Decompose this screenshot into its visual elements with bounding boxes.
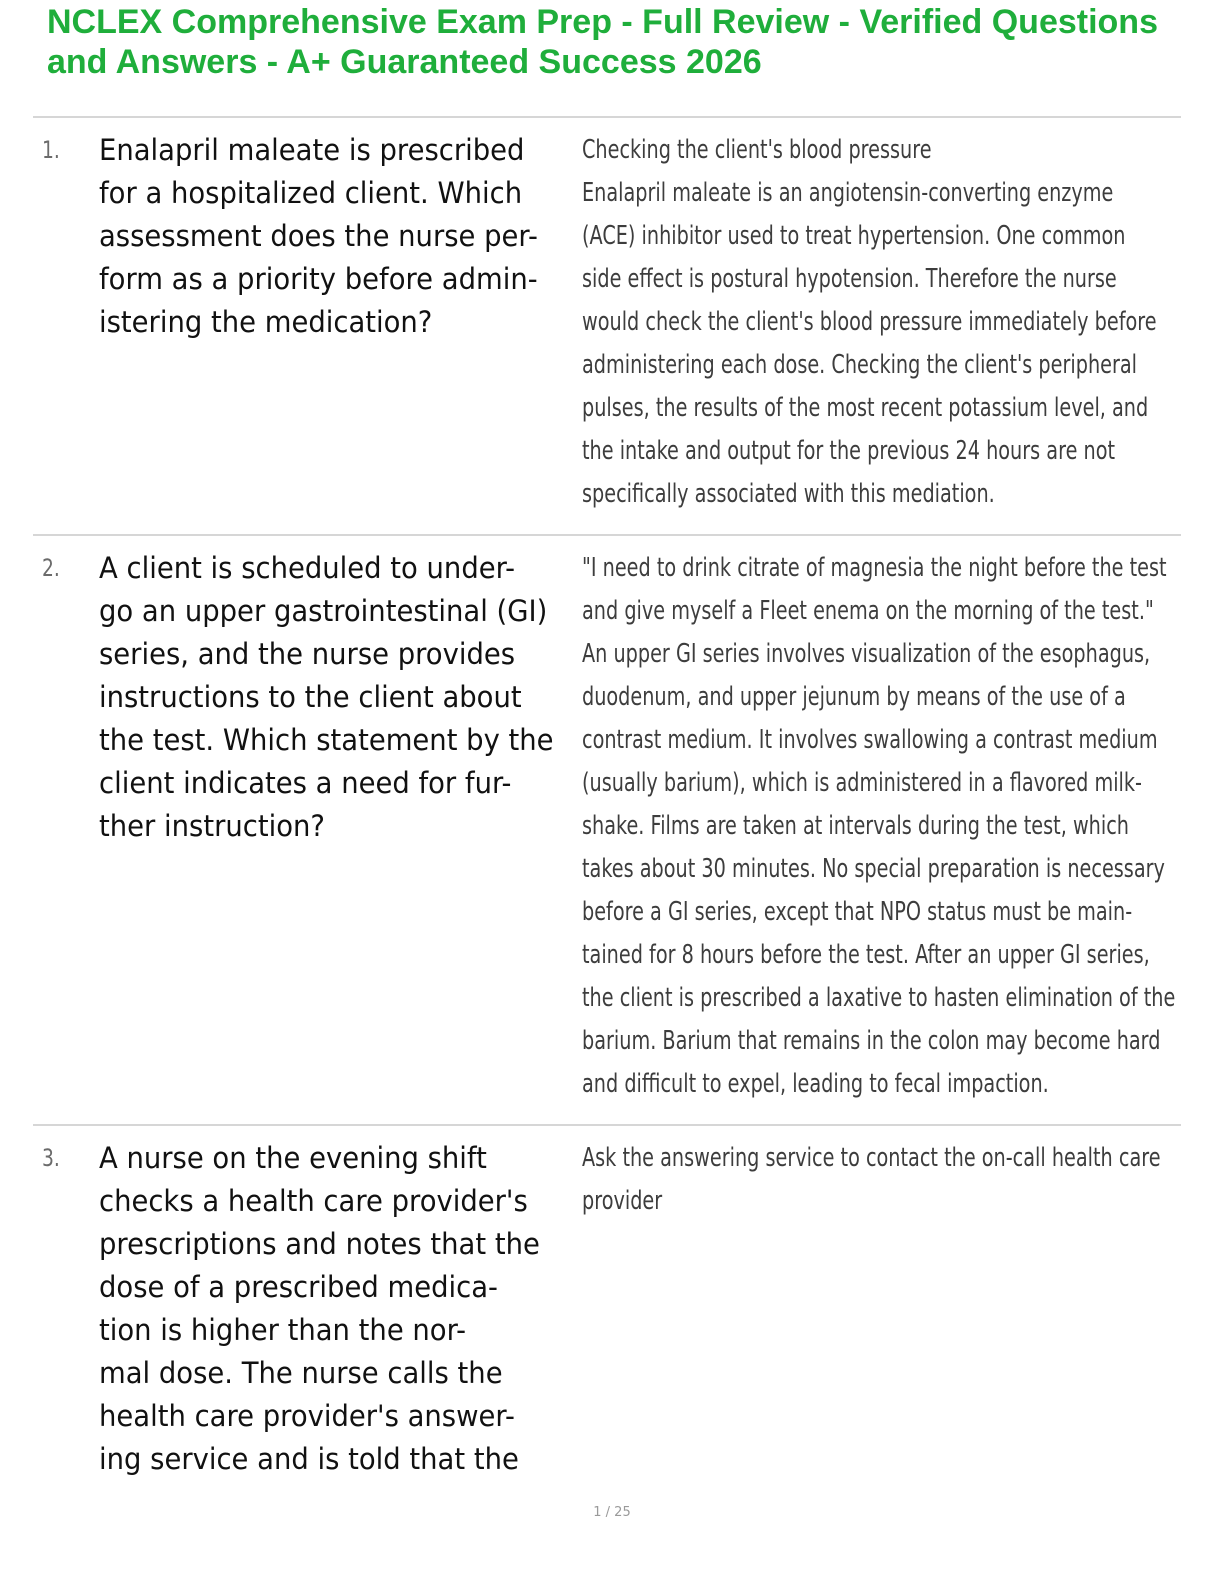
question-number: 2. [42, 554, 60, 582]
title-divider [33, 116, 1181, 118]
page-number: 1 / 25 [593, 1505, 631, 1520]
question-text: Enalapril maleate is prescribed for a hospitalized client. Which assessment does the nurse per- form as a priority before admin- istering the medication? [99, 133, 538, 339]
row-divider [33, 1124, 1181, 1126]
question-number: 3. [42, 1144, 60, 1172]
answer-text: Checking the client's blood pressure Enalapril maleate is an angiotensin-converting enzyme (ACE) inhibitor used to treat hypertension. One common side effect is postural hypotension. Therefore the nurse would check the client's blood pressure immediately before administering each dose. Checking the client's peripheral pulses, the results of the most recent potassium level, and the intake and output for the previous 24 hours are not specifically associated with this mediation. [582, 135, 1157, 509]
row-divider [33, 534, 1181, 536]
answer-text: "I need to drink citrate of magnesia the night before the test and give myself a Fleet enema on the morning of the test." An upper GI series involves visualization of the esophagus, duodenum, and upper jejunum by means of the use of a contrast medium. It involves swallowing a contrast medium (usually barium), which is administered in a flavored milk- shake. Films are taken at intervals during the test, which takes about 30 minutes. No special preparation is necessary before a GI series, except that NPO status must be main- tained for 8 hours before the test. After an upper GI series, the client is prescribed a laxative to hasten elimination of the barium. Barium that remains in the colon may become hard and difficult to expel, leading to fecal impaction. [582, 553, 1176, 1099]
question-text: A nurse on the evening shift checks a health care provider's prescriptions and notes that the dose of a prescribed medica- tion is higher than the nor- mal dose. The nurse calls the health care provider's answer- ing service and is told that the [99, 1141, 540, 1476]
answer-text: Ask the answering service to contact the on-call health care provider [582, 1143, 1161, 1216]
question-number: 1. [42, 136, 60, 164]
document-title: NCLEX Comprehensive Exam Prep - Full Review - Verified Questions and Answers - A+ Guaranteed Success 2026 [47, 3, 1158, 81]
question-text: A client is scheduled to under- go an upper gastrointestinal (GI) series, and the nurse provides instructions to the client about the test. Which statement by the client indicates a need for fur- ther instruction? [99, 551, 554, 843]
